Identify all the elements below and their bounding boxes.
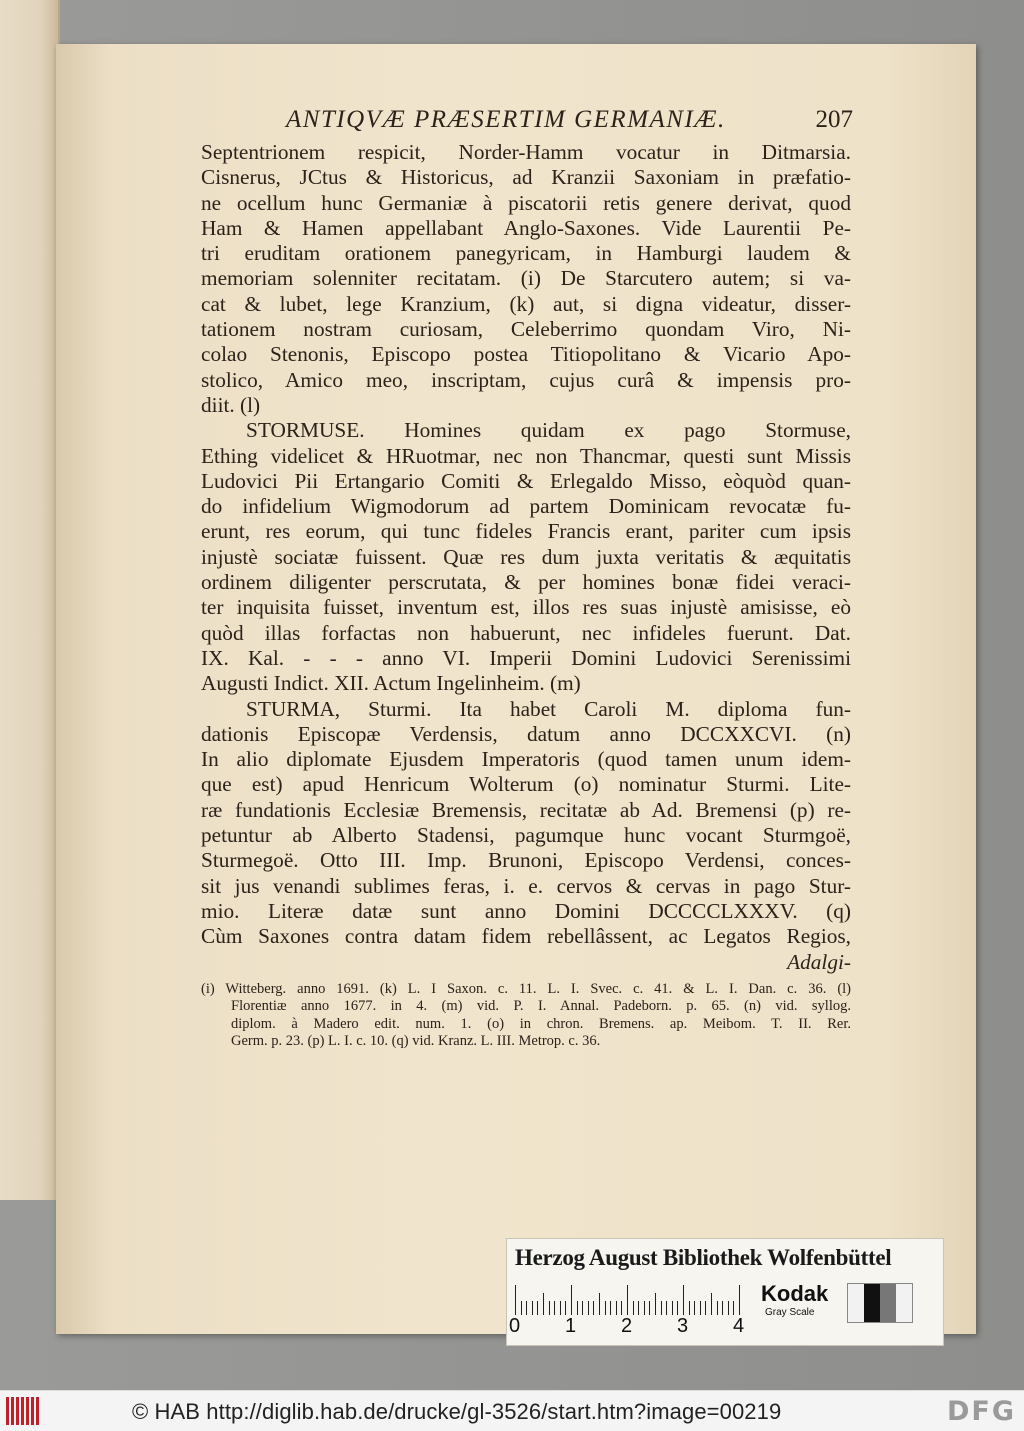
ruler-tick: [638, 1301, 639, 1315]
ruler-tick: [521, 1301, 522, 1315]
text-line: memoriam solenniter recitatam. (i) De Starcutero autem; si va-: [201, 266, 851, 291]
ruler-numbers: [509, 1315, 749, 1339]
ruler-tick: [549, 1301, 550, 1315]
ruler-tick: [588, 1301, 589, 1315]
text-line: Ludovici Pii Ertangario Comiti & Erlegaldo Misso, eòquòd quan-: [201, 468, 851, 493]
text-line: colao Stenonis, Episcopo postea Titiopolitano & Vicario Apo-: [201, 342, 851, 367]
ruler-tick: [739, 1285, 740, 1315]
body-text: [201, 140, 851, 975]
text-line: ordinem diligenter perscrutata, & per homines bonæ fidei veraci-: [201, 570, 851, 595]
text-line: mio. Literæ datæ sunt anno Domini DCCCCLXXXV. (q): [201, 898, 851, 923]
running-head-title: ANTIQVÆ PRÆSERTIM GERMANIÆ.: [286, 106, 726, 133]
ruler-number: 4: [733, 1315, 745, 1337]
ruler-tick: [711, 1293, 712, 1315]
text-line: Septentrionem respicit, Norder-Hamm vocatur in Ditmarsia.: [201, 140, 851, 164]
entry-heading-line: STURMA, Sturmi. Ita habet Caroli M. diploma fun-: [246, 696, 851, 721]
catchword: Adalgi-: [787, 949, 851, 974]
ruler-tick: [728, 1301, 729, 1315]
ruler-tick: [571, 1285, 572, 1315]
text-line: erunt, res eorum, qui tunc fideles Francis erant, pariter cum ipsis: [201, 519, 851, 544]
text-line: Ham & Hamen appellabant Anglo-Saxones. Vide Laurentii Pe-: [201, 215, 851, 240]
ruler-tick: [633, 1301, 634, 1315]
text-line: injustè sociatæ fuissent. Quæ res dum juxta veritatis & æquitatis: [201, 544, 851, 569]
ruler-number: 1: [565, 1315, 577, 1337]
footnote-line: (i) Witteberg. anno 1691. (k) L. I Saxon. c. 11. L. I. Svec. c. 41. & L. I. Dan. c. 36. (l): [201, 980, 851, 997]
kodak-logo: Kodak: [761, 1281, 829, 1306]
text-line: que est) apud Henricum Wolterum (o) nominatur Sturmi. Lite-: [201, 772, 851, 797]
book-page: [56, 44, 976, 1334]
ruler-tick: [689, 1301, 690, 1315]
ruler-number: 0: [509, 1315, 521, 1337]
ruler-tick: [621, 1301, 622, 1315]
ruler-tick: [616, 1301, 617, 1315]
text-line: ter inquisita fuisset, inventum est, illos res suas injustè amisisse, eò: [201, 595, 851, 620]
text-line: do infidelium Wigmodorum ad partem Dominicam revocatæ fu-: [201, 494, 851, 519]
ruler-tick: [649, 1301, 650, 1315]
ruler-tick: [532, 1301, 533, 1315]
library-label: [506, 1238, 944, 1346]
text-line: stolico, Amico meo, inscriptam, cujus curâ & impensis pro-: [201, 367, 851, 392]
text-line: tationem nostram curiosam, Celeberrimo quondam Viro, Ni-: [201, 317, 851, 342]
text-line: dationis Episcopæ Verdensis, datum anno DCCXXCVI. (n): [201, 721, 851, 746]
ruler-tick: [683, 1285, 684, 1315]
ruler-tick: [537, 1301, 538, 1315]
ruler-tick: [722, 1301, 723, 1315]
ruler-tick: [694, 1301, 695, 1315]
footer-bar: [0, 1390, 1024, 1431]
footnote-line: Florentiæ anno 1677. in 4. (m) vid. P. I. Annal. Padeborn. p. 65. (n) vid. syllog.: [231, 998, 851, 1015]
page-text-block: [201, 106, 851, 1051]
ruler-tick: [560, 1301, 561, 1315]
scale-ruler: [515, 1285, 747, 1315]
footnote-line: Germ. p. 23. (p) L. I. c. 10. (q) vid. Kranz. L. III. Metrop. c. 36.: [231, 1033, 601, 1050]
facing-page-edge: [0, 0, 60, 1200]
text-line: quòd illas forfactas non habuerunt, nec infideles fuerunt. Dat.: [201, 620, 851, 645]
ruler-tick: [515, 1285, 516, 1315]
text-line: sit jus venandi sublimes feras, i. e. cervos & cervas in pago Stur-: [201, 873, 851, 898]
ruler-tick: [543, 1293, 544, 1315]
ruler-tick: [644, 1301, 645, 1315]
ruler-tick: [577, 1301, 578, 1315]
ruler-tick: [666, 1301, 667, 1315]
text-line: IX. Kal. - - - anno VI. Imperii Domini Ludovici Serenissimi: [201, 645, 851, 670]
ruler-tick: [733, 1301, 734, 1315]
ruler-tick: [610, 1301, 611, 1315]
ruler-tick: [661, 1301, 662, 1315]
text-line: In alio diplomate Ejusdem Imperatoris (quod tamen unum idem-: [201, 747, 851, 772]
text-line: Augusti Indict. XII. Actum Ingelinheim. (m): [201, 671, 581, 696]
text-line: diit. (l): [201, 392, 261, 417]
text-line: ne ocellum hunc Germaniæ à piscatorii retis genere derivat, quod: [201, 190, 851, 215]
gray-scale-patches: [847, 1283, 913, 1323]
ruler-tick: [565, 1301, 566, 1315]
text-line: petuntur ab Alberto Stadensi, pagumque hunc vocant Sturmgoë,: [201, 823, 851, 848]
text-line: tri eruditam orationem panegyricam, in Hamburgi laudem &: [201, 241, 851, 266]
ruler-tick: [672, 1301, 673, 1315]
dfg-logo: DFG: [946, 1396, 1016, 1427]
ruler-tick: [717, 1301, 718, 1315]
ruler-number: 2: [621, 1315, 633, 1337]
text-line: Sturmegoë. Otto III. Imp. Brunoni, Episcopo Verdensi, conces-: [201, 848, 851, 873]
ruler-tick: [700, 1301, 701, 1315]
text-line: Cùm Saxones contra datam fidem rebellâssent, ac Legatos Regios,: [201, 924, 851, 949]
gray-scale-caption: Gray Scale: [765, 1307, 815, 1318]
running-head: [201, 106, 851, 140]
entry-heading-line: STORMUSE. Homines quidam ex pago Stormuse,: [246, 418, 851, 443]
ruler-tick: [627, 1285, 628, 1315]
ruler-tick: [599, 1293, 600, 1315]
ruler-tick: [593, 1301, 594, 1315]
ruler-tick: [705, 1301, 706, 1315]
ruler-number: 3: [677, 1315, 689, 1337]
ruler-tick: [605, 1301, 606, 1315]
library-name: Herzog August Bibliothek Wolfenbüttel: [515, 1245, 892, 1270]
text-line: cat & lubet, lege Kranzium, (k) aut, si digna videatur, disser-: [201, 291, 851, 316]
footnotes: [201, 981, 851, 1051]
ruler-tick: [526, 1301, 527, 1315]
footnote-line: diplom. à Madero edit. num. 1. (o) in chron. Bremens. ap. Meibom. T. II. Rer.: [231, 1015, 851, 1032]
ruler-tick: [655, 1293, 656, 1315]
text-line: Cisnerus, JCtus & Historicus, ad Kranzii Saxoniam in præfatio-: [201, 165, 851, 190]
page-number: 207: [815, 106, 853, 133]
ruler-tick: [554, 1301, 555, 1315]
ruler-tick: [582, 1301, 583, 1315]
text-line: ræ fundationis Ecclesiæ Bremensis, recitatæ ab Ad. Bremensi (p) re-: [201, 797, 851, 822]
text-line: Ething videlicet & HRuotmar, nec non Thancmar, questi sunt Missis: [201, 443, 851, 468]
hab-logo-icon: [6, 1397, 40, 1425]
ruler-tick: [677, 1301, 678, 1315]
copyright-link[interactable]: © HAB http://diglib.hab.de/drucke/gl-3526/start.htm?image=00219: [132, 1399, 782, 1424]
